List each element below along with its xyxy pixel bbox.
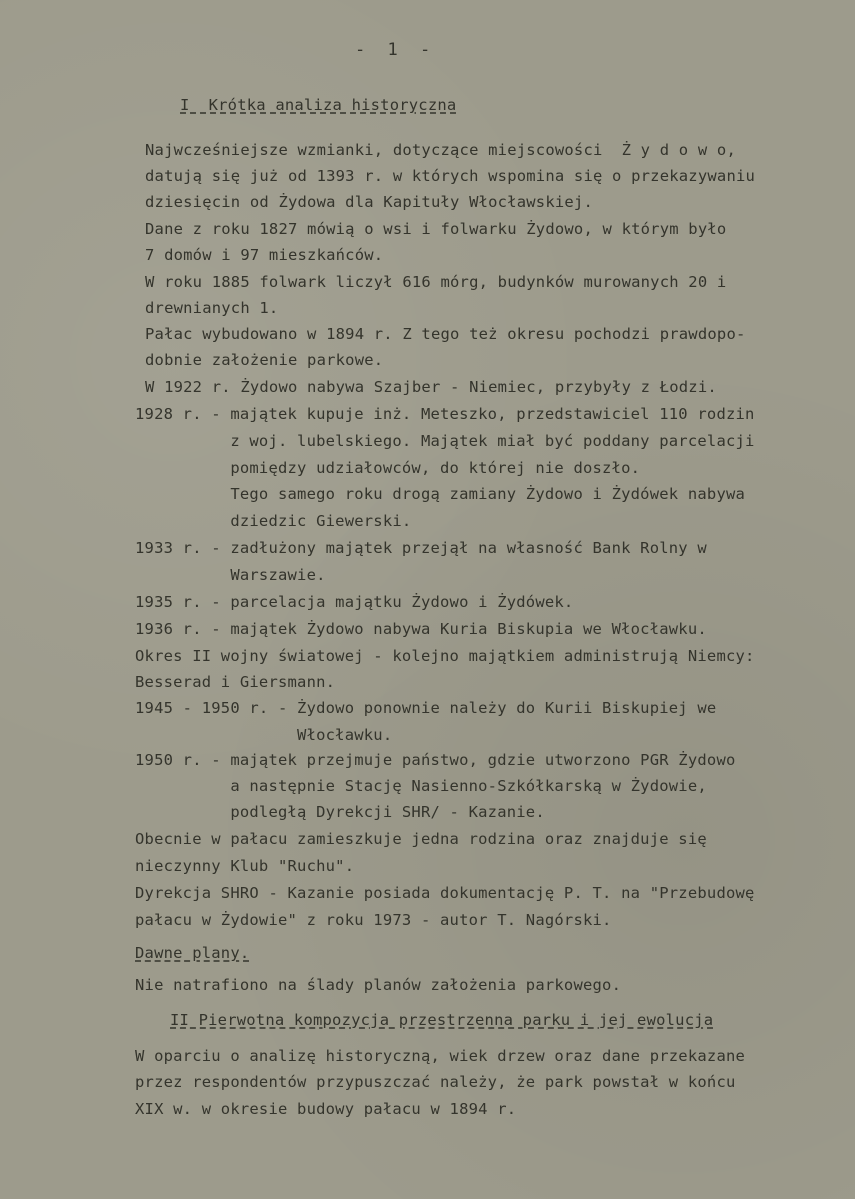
text-line: Tego samego roku drogą zamiany Żydowo i Żydówek nabywa (135, 485, 746, 503)
text-line: Nie natrafiono na ślady planów założenia parkowego. (135, 976, 622, 994)
section-heading-3: II Pierwotna kompozycja przestrzenna parku i jej ewolucja (170, 1011, 714, 1029)
text-line: datują się już od 1393 r. w których wspomina się o przekazywaniu (145, 167, 756, 185)
text-line: pałacu w Żydowie" z roku 1973 - autor T. Nagórski. (135, 911, 612, 929)
text-line: 1936 r. - majątek Żydowo nabywa Kuria Biskupia we Włocławku. (135, 620, 707, 638)
text-line: a następnie Stację Nasienno-Szkółkarską w Żydowie, (135, 777, 707, 795)
text-line: W oparciu o analizę historyczną, wiek drzew oraz dane przekazane (135, 1047, 746, 1065)
text-line: 1950 r. - majątek przejmuje państwo, gdzie utworzono PGR Żydowo (135, 751, 736, 769)
text-line: dziesięcin od Żydowa dla Kapituły Włocławskiej. (145, 193, 593, 211)
text-line: Warszawie. (135, 566, 326, 584)
text-line: W roku 1885 folwark liczył 616 mórg, budynków murowanych 20 i (145, 273, 727, 291)
text-line: XIX w. w okresie budowy pałacu w 1894 r. (135, 1100, 517, 1118)
text-line: dziedzic Giewerski. (135, 512, 412, 530)
text-line: Okres II wojny światowej - kolejno majątkiem administrują Niemcy: (135, 647, 755, 665)
text-line: 1945 - 1950 r. - Żydowo ponownie należy do Kurii Biskupiej we (135, 699, 717, 717)
text-line: Besserad i Giersmann. (135, 673, 336, 691)
text-line: Włocławku. (135, 726, 393, 744)
text-line: przez respondentów przypuszczać należy, że park powstał w końcu (135, 1073, 736, 1091)
text-line: nieczynny Klub "Ruchu". (135, 857, 355, 875)
text-line: W 1922 r. Żydowo nabywa Szajber - Niemiec, przybyły z Łodzi. (145, 378, 717, 396)
text-line: z woj. lubelskiego. Majątek miał być poddany parcelacji (135, 432, 755, 450)
section-heading-2: Dawne plany. (135, 944, 250, 962)
text-line: 1928 r. - majątek kupuje inż. Meteszko, przedstawiciel 110 rodzin (135, 405, 755, 423)
text-line: 1933 r. - zadłużony majątek przejął na własność Bank Rolny w (135, 539, 707, 557)
text-line: dobnie założenie parkowe. (145, 351, 384, 369)
text-line: pomiędzy udziałowców, do której nie doszło. (135, 459, 641, 477)
section-heading-1: I Krótka analiza historyczna (180, 96, 457, 114)
text-line: drewnianych 1. (145, 299, 279, 317)
text-line: Obecnie w pałacu zamieszkuje jedna rodzina oraz znajduje się (135, 830, 707, 848)
text-line: podległą Dyrekcji SHR/ - Kazanie. (135, 803, 545, 821)
text-line: Pałac wybudowano w 1894 r. Z tego też okresu pochodzi prawdopo- (145, 325, 746, 343)
text-line: 1935 r. - parcelacja majątku Żydowo i Żydówek. (135, 593, 574, 611)
text-line: 7 domów i 97 mieszkańców. (145, 246, 384, 264)
text-line: Najwcześniejsze wzmianki, dotyczące miejscowości Ż y d o w o, (145, 141, 736, 159)
text-line: Dyrekcja SHRO - Kazanie posiada dokumentację P. T. na "Przebudowę (135, 884, 755, 902)
text-line: Dane z roku 1827 mówią o wsi i folwarku Żydowo, w którym było (145, 220, 727, 238)
page-number: - 1 - (355, 40, 437, 60)
